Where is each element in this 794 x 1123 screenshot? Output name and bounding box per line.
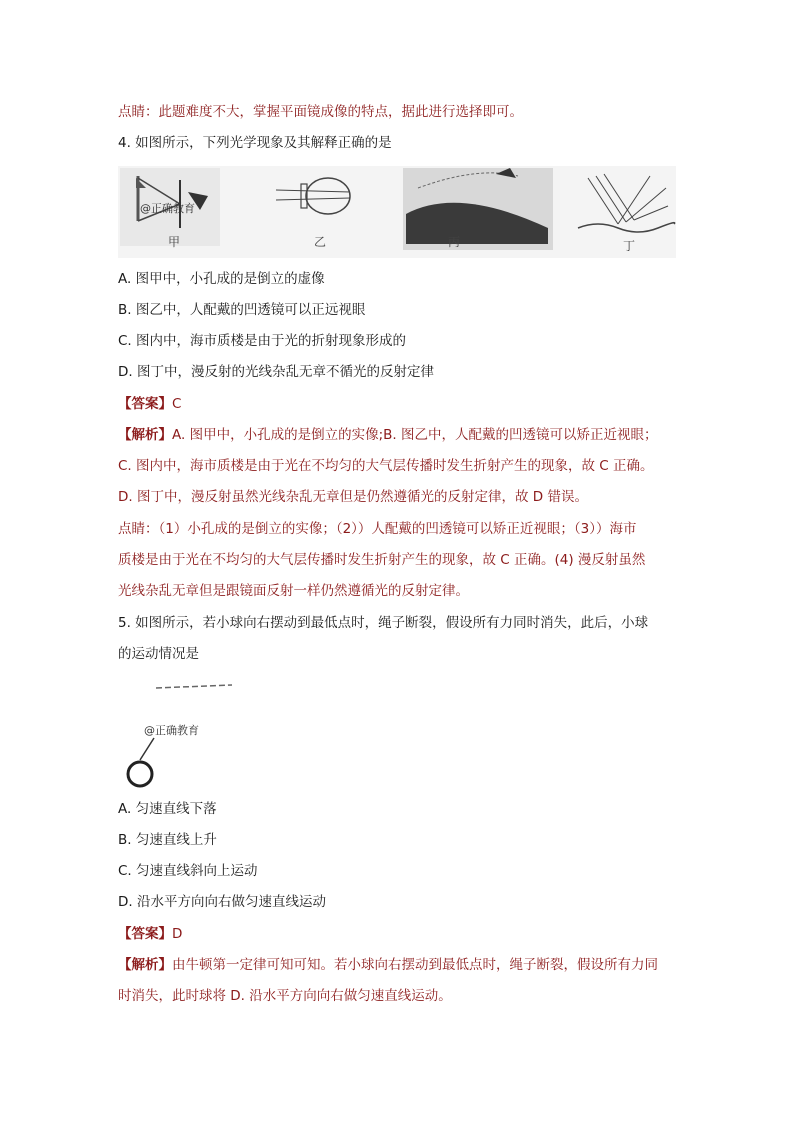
q4-analysis-2: C. 图内中，海市质楼是由于光在不均匀的大气层传播时发生折射产生的现象，故 C 正确。 [118,458,654,474]
q5-analysis-2: 时消失，此时球将 D. 沿水平方向向右做匀速直线运动。 [118,988,452,1004]
q5-option-d: D. 沿水平方向向右做匀速直线运动 [118,894,326,910]
q4-tip-1: 点睛：（1）小孔成的是倒立的实像；（2））人配戴的凹透镜可以矫正近视眼；（3））海市 [118,521,637,537]
q5-option-c: C. 匀速直线斜向上运动 [118,863,258,879]
tip-previous: 点睛：此题难度不大，掌握平面镜成像的特点，据此进行选择即可。 [118,104,523,120]
ball-icon [128,762,152,786]
q4-option-d: D. 图丁中，漫反射的光线杂乱无章不循光的反射定律 [118,364,434,380]
answer-tag: 【答案】 [118,396,172,412]
figure-label-yi: 乙 [314,235,327,249]
q5-analysis-1 [118,956,658,974]
ceiling-line [156,685,232,688]
watermark: @正确教育 [140,202,195,215]
question-4-stem: 4. 如图所示，下列光学现象及其解释正确的是 [118,135,392,151]
q4-answer [118,395,181,413]
question-5-figure [118,676,258,791]
figure-label-jia: 甲 [168,235,181,249]
analysis-text-q5: 由牛顿第一定律可知可知。若小球向右摆动到最低点时，绳子断裂，假设所有力同 [172,957,658,973]
figure-bing [403,168,553,250]
question-4-figure [118,166,676,258]
figure-yi [276,178,350,249]
q5-answer [118,925,182,943]
figure-ding [578,174,675,253]
watermark-q5: @正确教育 [144,724,199,737]
answer-value: C [172,396,182,412]
question-5-stem-2: 的运动情况是 [118,646,199,662]
answer-value-q5: D [172,926,183,942]
analysis-text: A. 图甲中，小孔成的是倒立的实像;B. 图乙中，人配戴的凹透镜可以矫正近视眼； [172,427,658,443]
q4-tip-3: 光线杂乱无章但是跟镜面反射一样仍然遵循光的反射定律。 [118,583,469,599]
q4-tip-2: 质楼是由于光在不均匀的大气层传播时发生折射产生的现象，故 C 正确。(4) 漫反射虽然 [118,552,646,568]
question-5-stem-1: 5. 如图所示，若小球向右摆动到最低点时，绳子断裂，假设所有力同时消失，此后，小球 [118,615,649,631]
q4-option-b: B. 图乙中，人配戴的凹透镜可以正远视眼 [118,302,366,318]
analysis-tag-q5: 【解析】 [118,957,172,973]
answer-tag-q5: 【答案】 [118,926,172,942]
q4-option-a: A. 图甲中，小孔成的是倒立的虚像 [118,271,325,287]
q4-analysis-3: D. 图丁中，漫反射虽然光线杂乱无章但是仍然遵循光的反射定律，故 D 错误。 [118,489,588,505]
q5-option-b: B. 匀速直线上升 [118,832,217,848]
string-line [140,738,154,760]
figure-label-bing: 丙 [448,235,461,249]
q4-option-c: C. 图内中，海市质楼是由于光的折射现象形成的 [118,333,407,349]
q5-option-a: A. 匀速直线下落 [118,801,217,817]
figure-label-ding: 丁 [623,239,636,253]
analysis-tag: 【解析】 [118,427,172,443]
q4-analysis-1 [118,426,657,444]
